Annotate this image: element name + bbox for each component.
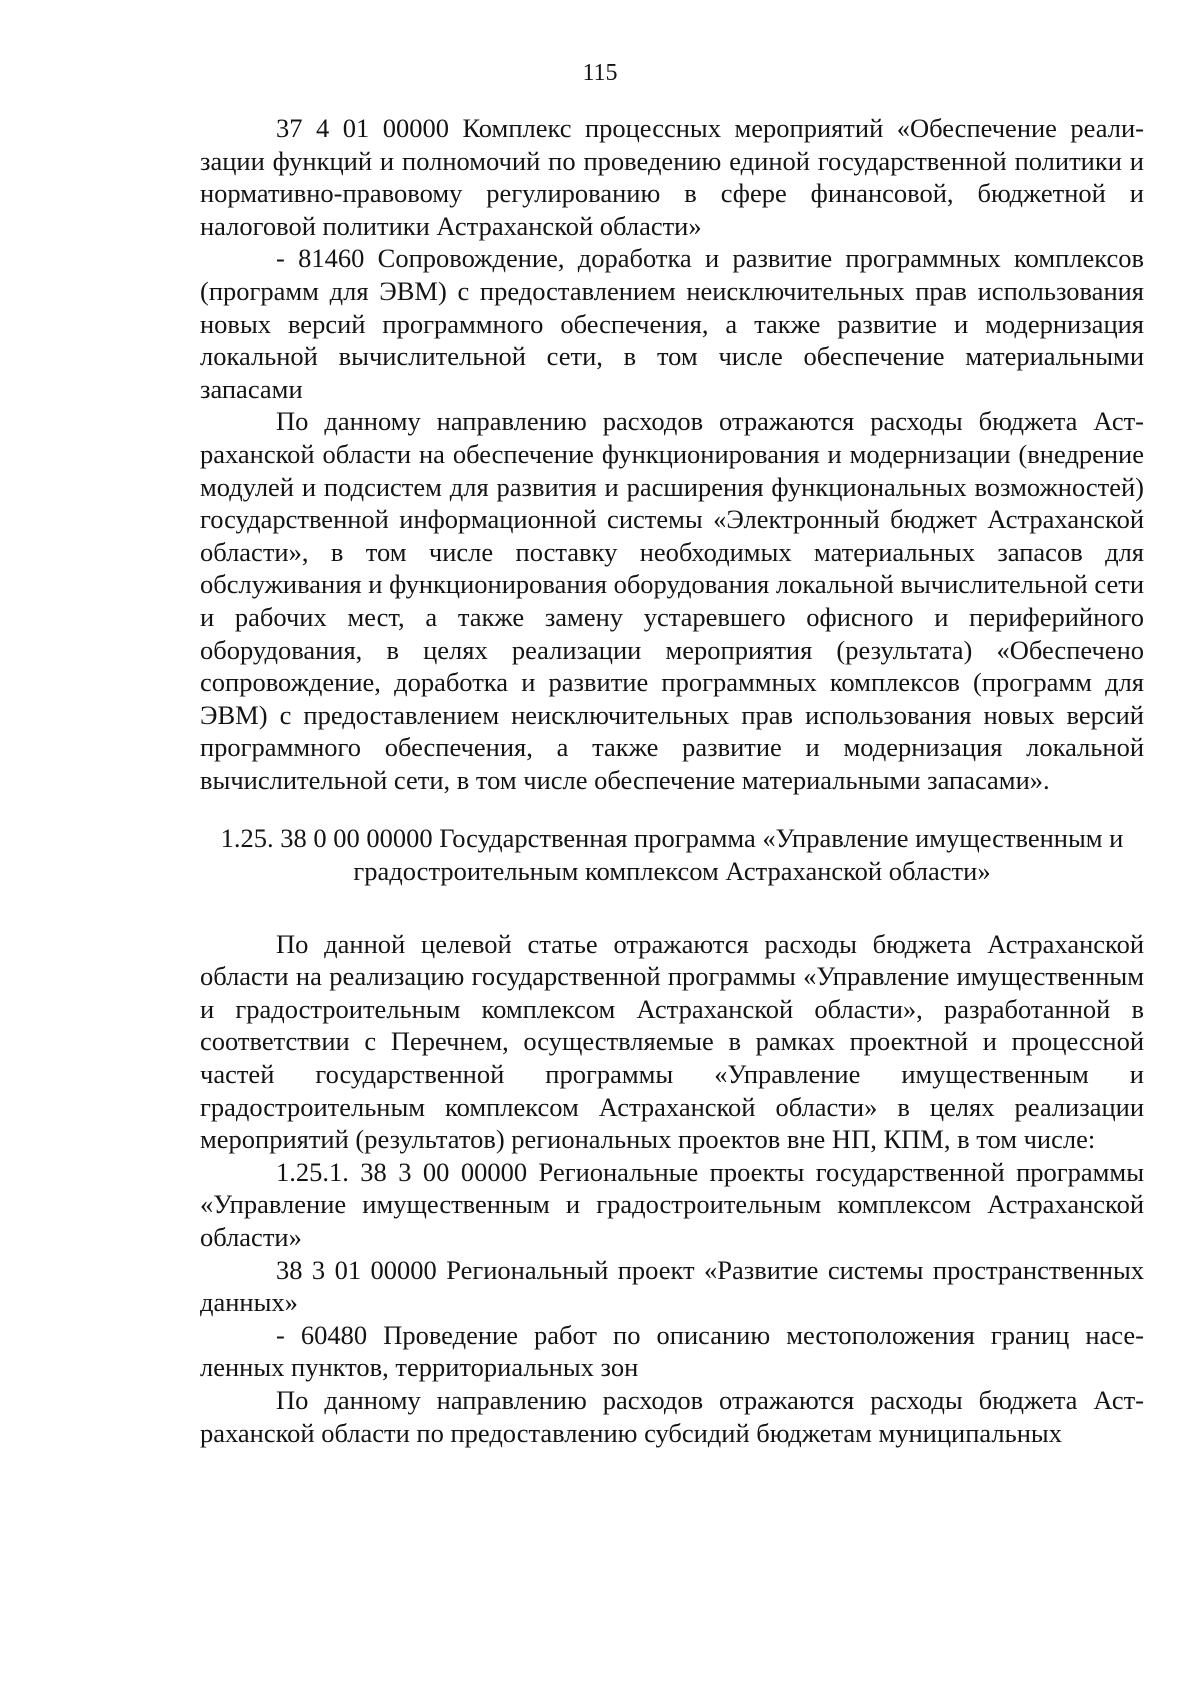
expense-description-81460: По данному направлению расходов отражаются расходы бюджета Астраханской области на обеспечение функционирования и модернизации (внедрение модулей и подсистем для развития и расширения функциональных возможностей) государственной информационной системы «Электронный бюджет Астраханской области», в том числе поставку необходимых материальных запасов для обслуживания и функционирования оборудования локальной вычислительной сети и рабочих мест, а также замену устаревшего офисного и периферийного оборудования, в целях реализации мероприятия (результата) «Обеспечено сопровождение, доработка и развитие программных комплексов (программ для ЭВМ) с предоставлением неисключительных прав использования новых версий программного обеспечения, а также развитие и модернизация локальной вычислительной сети, в том числе обеспечение материальными запасами». [200, 406, 1144, 795]
document-body [200, 112, 1144, 1449]
program-description-38: По данной целевой статье отражаются расходы бюджета Астраханской области на реализацию государственной программы «Управление имущественным и градостроительным комплексом Астраханской области», разработанной в соответствии с Перечнем, осуществляемые в рамках проектной и процессной частей государственной программы «Управление имущественным и градостроительным комплексом Астраханской области» в целях реализации мероприятий (результатов) региональных проектов вне НП, КПМ, в том числе: [200, 928, 1144, 1155]
expense-description-60480: По данному направлению расходов отражаются расходы бюджета Астраханской области по предоставлению субсидий бюджетам муниципальных [200, 1384, 1144, 1448]
subsection-1-25-1: 1.25.1. 38 3 00 00000 Региональные проекты государственной программы «Управление имущественным и градостроительным комплексом Астраханской области» [200, 1156, 1144, 1252]
expense-item-60480: - 60480 Проведение работ по описанию местоположения границ населенных пунктов, территориальных зон [200, 1319, 1144, 1383]
complex-heading-37-4-01: 37 4 01 00000 Комплекс процессных мероприятий «Обеспечение реализации функций и полномочий по проведению единой государственной политики и нормативно-правовому регулированию в сфере финансовой, бюджетной и налоговой политики Астраханской области» [200, 113, 1144, 241]
expense-item-81460: - 81460 Сопровождение, доработка и развитие программных комплексов (программ для ЭВМ) с предоставлением неисключительных прав использования новых версий программного обеспечения, а также развитие и модернизация локальной вычислительной сети, в том числе обеспечение материальными запасами [200, 243, 1144, 404]
section-heading-1-25: 1.25. 38 0 00 00000 Государственная программа «Управление имущественным и градостроительным комплексом Астраханской области» [220, 823, 1124, 887]
regional-project-38-3-01: 38 3 01 00000 Региональный проект «Развитие системы пространственных данных» [200, 1254, 1144, 1318]
page-number: 115 [582, 60, 618, 86]
